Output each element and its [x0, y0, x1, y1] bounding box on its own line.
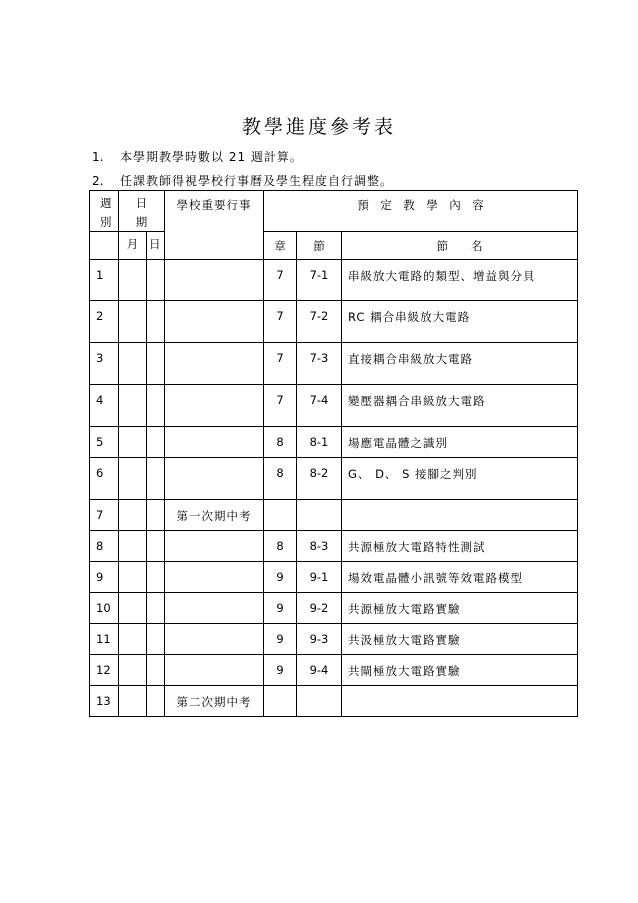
month-cell — [119, 343, 147, 385]
week-header-cell — [90, 191, 119, 232]
event-cell: 第一次期中考 — [165, 500, 264, 531]
section-cell: 7-2 — [297, 301, 342, 343]
month-header: 月 — [126, 237, 139, 251]
section-name-header: 節 名 — [342, 232, 578, 260]
day-cell — [147, 624, 165, 655]
week-cell: 8 — [90, 531, 119, 562]
event-cell — [165, 531, 264, 562]
page-title: 教學進度參考表 — [241, 116, 396, 138]
chapter-cell: 9 — [264, 593, 297, 624]
table-row — [90, 686, 578, 717]
section-name-cell: 共源極放大電路特性測試 — [342, 531, 578, 562]
content-header: 預 定 教 學 內 容 — [264, 191, 578, 232]
week-cell: 12 — [90, 655, 119, 686]
week-cell: 2 — [90, 301, 119, 343]
table-row — [90, 500, 578, 531]
note-number: 2. — [92, 174, 104, 188]
month-cell — [119, 593, 147, 624]
table-row — [90, 531, 578, 562]
week-header-top: 週 — [100, 196, 112, 210]
section-name-cell: 變壓器耦合串級放大電路 — [342, 385, 578, 427]
week-cell: 6 — [90, 458, 119, 500]
chapter-cell: 9 — [264, 562, 297, 593]
day-cell — [147, 301, 165, 343]
month-cell — [119, 531, 147, 562]
month-cell — [119, 458, 147, 500]
table-row — [90, 427, 578, 458]
chapter-cell: 7 — [264, 343, 297, 385]
month-cell — [119, 686, 147, 717]
month-cell — [119, 500, 147, 531]
section-name-cell — [342, 500, 578, 531]
event-cell — [165, 427, 264, 458]
day-cell — [147, 562, 165, 593]
table-row — [90, 562, 578, 593]
table-row — [90, 655, 578, 686]
section-cell: 8-2 — [297, 458, 342, 500]
chapter-header: 章 — [264, 232, 297, 260]
note-text: 任課教師得視學校行事曆及學生程度自行調整。 — [120, 174, 394, 188]
week-cell: 5 — [90, 427, 119, 458]
section-name-cell: 共源極放大電路實驗 — [342, 593, 578, 624]
section-cell — [297, 686, 342, 717]
month-cell — [119, 301, 147, 343]
section-name-cell: G、 D、 S 接腳之判別 — [342, 458, 578, 500]
week-header-filler — [90, 232, 119, 260]
table-row — [90, 624, 578, 655]
week-cell: 7 — [90, 500, 119, 531]
note-number: 1. — [92, 150, 104, 164]
section-cell — [297, 500, 342, 531]
section-cell: 7-3 — [297, 343, 342, 385]
day-cell — [147, 593, 165, 624]
table-row — [90, 385, 578, 427]
day-cell — [147, 343, 165, 385]
month-cell — [119, 427, 147, 458]
table-row — [90, 458, 578, 500]
section-cell: 7-4 — [297, 385, 342, 427]
section-cell: 7-1 — [297, 260, 342, 301]
day-cell — [147, 686, 165, 717]
month-cell — [119, 624, 147, 655]
day-cell — [147, 655, 165, 686]
section-name-cell: 場應電晶體之識別 — [342, 427, 578, 458]
events-header: 學校重要行事 — [165, 191, 264, 260]
section-header: 節 — [297, 232, 342, 260]
date-header-cell — [119, 191, 165, 232]
week-cell: 13 — [90, 686, 119, 717]
month-cell — [119, 260, 147, 301]
chapter-cell: 9 — [264, 624, 297, 655]
event-cell — [165, 624, 264, 655]
subheader-row — [90, 232, 578, 260]
day-cell — [147, 427, 165, 458]
schedule-table — [89, 190, 578, 717]
week-cell: 10 — [90, 593, 119, 624]
day-cell — [147, 458, 165, 500]
section-cell: 9-3 — [297, 624, 342, 655]
note-hours — [92, 148, 303, 165]
table-row — [90, 301, 578, 343]
day-header: 日 — [149, 237, 161, 251]
table-row — [90, 343, 578, 385]
event-cell — [165, 260, 264, 301]
chapter-cell — [264, 500, 297, 531]
section-name-cell: 串級放大電路的類型、增益與分貝 — [342, 260, 578, 301]
chapter-cell: 7 — [264, 385, 297, 427]
section-cell: 9-4 — [297, 655, 342, 686]
section-name-cell: 共閘極放大電路實驗 — [342, 655, 578, 686]
week-cell: 4 — [90, 385, 119, 427]
day-header-cell — [147, 232, 165, 260]
week-cell: 1 — [90, 260, 119, 301]
month-cell — [119, 562, 147, 593]
section-cell: 9-1 — [297, 562, 342, 593]
week-cell: 9 — [90, 562, 119, 593]
month-header-cell — [119, 232, 147, 260]
chapter-cell: 8 — [264, 531, 297, 562]
chapter-cell: 9 — [264, 655, 297, 686]
event-cell — [165, 458, 264, 500]
chapter-cell: 8 — [264, 427, 297, 458]
month-cell — [119, 385, 147, 427]
section-name-cell: 共汲極放大電路實驗 — [342, 624, 578, 655]
day-cell — [147, 500, 165, 531]
header-row — [90, 191, 578, 232]
note-adjust — [92, 172, 393, 189]
event-cell — [165, 343, 264, 385]
chapter-cell: 8 — [264, 458, 297, 500]
chapter-cell: 7 — [264, 260, 297, 301]
week-header-bottom: 別 — [100, 215, 112, 229]
week-cell: 3 — [90, 343, 119, 385]
month-cell — [119, 655, 147, 686]
week-cell: 11 — [90, 624, 119, 655]
day-cell — [147, 385, 165, 427]
day-cell — [147, 531, 165, 562]
table-row — [90, 593, 578, 624]
section-cell: 8-1 — [297, 427, 342, 458]
section-name-cell: 直接耦合串級放大電路 — [342, 343, 578, 385]
chapter-cell: 7 — [264, 301, 297, 343]
event-cell: 第二次期中考 — [165, 686, 264, 717]
chapter-cell — [264, 686, 297, 717]
event-cell — [165, 593, 264, 624]
event-cell — [165, 385, 264, 427]
date-header-bottom: 期 — [135, 215, 148, 229]
section-name-cell: 場效電晶體小訊號等效電路模型 — [342, 562, 578, 593]
date-header-top: 日 — [135, 196, 148, 210]
event-cell — [165, 562, 264, 593]
section-name-cell: RC 耦合串級放大電路 — [342, 301, 578, 343]
event-cell — [165, 655, 264, 686]
section-cell: 9-2 — [297, 593, 342, 624]
table-row — [90, 260, 578, 301]
note-text: 本學期教學時數以 21 週計算。 — [120, 150, 303, 164]
section-name-cell — [342, 686, 578, 717]
section-cell: 8-3 — [297, 531, 342, 562]
event-cell — [165, 301, 264, 343]
day-cell — [147, 260, 165, 301]
